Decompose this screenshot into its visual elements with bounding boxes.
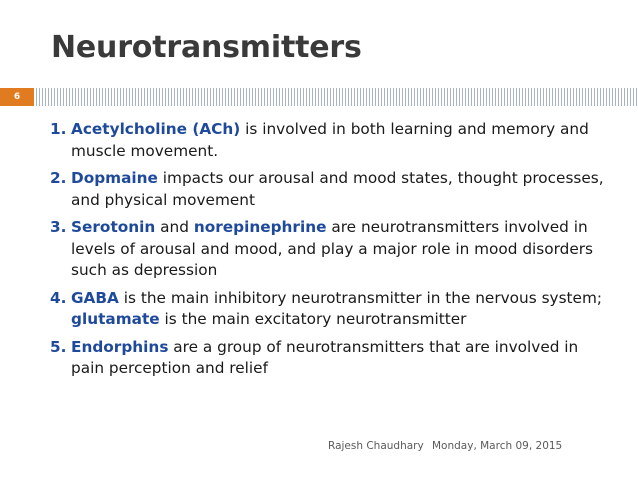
item-term-secondary: norepinephrine (193, 218, 327, 236)
neurotransmitter-list (50, 119, 610, 386)
item-number: 3. (50, 218, 67, 236)
header-pattern-bar (36, 88, 638, 106)
item-number: 4. (50, 288, 67, 307)
item-term: Dopmaine (71, 169, 158, 187)
list-item (50, 288, 610, 331)
item-connector: and (155, 218, 194, 236)
item-text: is the main excitatory neurotransmitter (159, 310, 467, 328)
item-text: is involved in both learning and memory and muscle movement. (71, 120, 589, 160)
page-number-badge: 6 (0, 88, 34, 106)
item-number: 5. (50, 337, 67, 356)
list-item (50, 217, 610, 282)
slide-title: Neurotransmitters (51, 30, 362, 65)
item-text: are neurotransmitters involved in levels of arousal and mood, and play a major role in mood disorders such as depression (71, 218, 594, 279)
item-number: 2. (50, 169, 67, 187)
item-term: Acetylcholine (ACh) (71, 120, 241, 138)
list-item (50, 119, 610, 162)
footer-date: Monday, March 09, 2015 (432, 440, 563, 452)
item-term: GABA (71, 288, 119, 307)
item-number: 1. (50, 120, 67, 138)
item-term-secondary: glutamate (71, 310, 160, 328)
list-item (50, 168, 610, 211)
footer-author: Rajesh Chaudhary (328, 440, 424, 452)
item-text: are a group of neurotransmitters that are involved in pain perception and relief (71, 337, 579, 377)
item-term: Endorphins (71, 337, 169, 356)
item-term: Serotonin (71, 218, 156, 236)
item-connector: is the main inhibitory neurotransmitter in the nervous system; (118, 288, 603, 307)
list-item (50, 337, 610, 380)
item-text: impacts our arousal and mood states, thought processes, and physical movement (71, 169, 604, 209)
